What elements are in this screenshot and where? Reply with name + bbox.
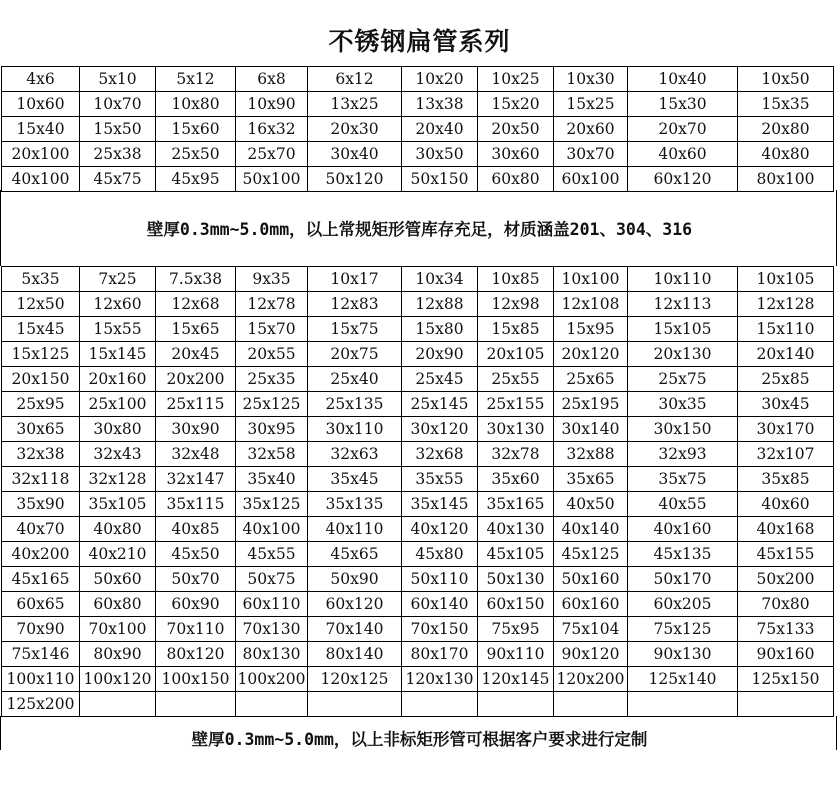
size-cell: 35x85 xyxy=(738,467,834,492)
size-cell: 25x38 xyxy=(80,142,156,167)
table-row xyxy=(2,492,834,517)
table-row xyxy=(2,367,834,392)
size-cell: 40x85 xyxy=(156,517,236,542)
size-cell: 6x12 xyxy=(308,67,402,92)
size-cell: 80x90 xyxy=(80,642,156,667)
size-cell: 15x60 xyxy=(156,117,236,142)
size-cell: 6x8 xyxy=(236,67,308,92)
size-cell: 32x43 xyxy=(80,442,156,467)
size-cell: 60x65 xyxy=(2,592,80,617)
size-cell: 50x160 xyxy=(554,567,628,592)
size-cell: 32x63 xyxy=(308,442,402,467)
size-cell: 10x60 xyxy=(2,92,80,117)
size-cell: 30x110 xyxy=(308,417,402,442)
size-cell: 32x58 xyxy=(236,442,308,467)
size-cell: 25x40 xyxy=(308,367,402,392)
size-cell: 75x125 xyxy=(628,617,738,642)
size-cell: 40x130 xyxy=(478,517,554,542)
size-cell: 12x83 xyxy=(308,292,402,317)
size-cell: 12x68 xyxy=(156,292,236,317)
size-cell: 20x140 xyxy=(738,342,834,367)
size-cell: 25x35 xyxy=(236,367,308,392)
size-cell: 7.5x38 xyxy=(156,267,236,292)
size-cell: 60x100 xyxy=(554,167,628,192)
size-cell: 100x200 xyxy=(236,667,308,692)
size-cell: 12x113 xyxy=(628,292,738,317)
size-cell: 120x125 xyxy=(308,667,402,692)
size-cell: 70x100 xyxy=(80,617,156,642)
size-cell xyxy=(402,692,478,717)
size-cell: 80x140 xyxy=(308,642,402,667)
size-cell: 30x130 xyxy=(478,417,554,442)
size-cell: 32x78 xyxy=(478,442,554,467)
size-cell: 100x150 xyxy=(156,667,236,692)
size-cell: 20x50 xyxy=(478,117,554,142)
size-cell: 80x100 xyxy=(738,167,834,192)
size-cell: 25x55 xyxy=(478,367,554,392)
size-cell: 10x90 xyxy=(236,92,308,117)
size-cell: 15x80 xyxy=(402,317,478,342)
size-cell: 10x30 xyxy=(554,67,628,92)
size-cell: 40x120 xyxy=(402,517,478,542)
size-cell: 60x80 xyxy=(80,592,156,617)
size-cell: 120x145 xyxy=(478,667,554,692)
size-cell: 25x85 xyxy=(738,367,834,392)
size-cell: 70x150 xyxy=(402,617,478,642)
size-cell: 20x30 xyxy=(308,117,402,142)
size-cell: 25x145 xyxy=(402,392,478,417)
size-cell: 50x130 xyxy=(478,567,554,592)
size-cell: 45x105 xyxy=(478,542,554,567)
size-cell: 50x60 xyxy=(80,567,156,592)
size-cell: 10x85 xyxy=(478,267,554,292)
size-cell: 30x140 xyxy=(554,417,628,442)
size-cell: 35x105 xyxy=(80,492,156,517)
size-cell: 20x90 xyxy=(402,342,478,367)
size-cell xyxy=(236,692,308,717)
size-cell: 32x48 xyxy=(156,442,236,467)
size-cell xyxy=(308,692,402,717)
size-cell: 15x25 xyxy=(554,92,628,117)
table-row xyxy=(2,592,834,617)
size-cell: 30x50 xyxy=(402,142,478,167)
size-cell: 20x150 xyxy=(2,367,80,392)
size-cell: 25x135 xyxy=(308,392,402,417)
size-cell: 45x135 xyxy=(628,542,738,567)
size-cell: 50x200 xyxy=(738,567,834,592)
size-cell: 7x25 xyxy=(80,267,156,292)
size-cell: 60x80 xyxy=(478,167,554,192)
size-cell: 90x130 xyxy=(628,642,738,667)
size-cell: 50x90 xyxy=(308,567,402,592)
size-cell: 12x50 xyxy=(2,292,80,317)
size-cell: 15x70 xyxy=(236,317,308,342)
size-cell: 10x40 xyxy=(628,67,738,92)
size-cell: 10x20 xyxy=(402,67,478,92)
size-cell: 32x128 xyxy=(80,467,156,492)
size-cell: 15x35 xyxy=(738,92,834,117)
page-title: 不锈钢扁管系列 xyxy=(328,27,511,56)
size-cell: 20x80 xyxy=(738,117,834,142)
table-row xyxy=(2,292,834,317)
size-cell: 75x104 xyxy=(554,617,628,642)
table-row xyxy=(2,617,834,642)
size-cell: 20x100 xyxy=(2,142,80,167)
size-cell xyxy=(478,692,554,717)
size-cell: 35x55 xyxy=(402,467,478,492)
table-row xyxy=(2,142,834,167)
size-cell: 25x115 xyxy=(156,392,236,417)
size-cell: 30x40 xyxy=(308,142,402,167)
size-cell: 90x110 xyxy=(478,642,554,667)
size-cell: 60x150 xyxy=(478,592,554,617)
size-cell: 45x50 xyxy=(156,542,236,567)
size-cell: 15x30 xyxy=(628,92,738,117)
size-cell: 35x40 xyxy=(236,467,308,492)
size-cell: 20x40 xyxy=(402,117,478,142)
size-cell: 10x110 xyxy=(628,267,738,292)
size-cell: 10x70 xyxy=(80,92,156,117)
size-cell: 40x160 xyxy=(628,517,738,542)
table-row xyxy=(2,117,834,142)
size-cell: 125x200 xyxy=(2,692,80,717)
size-cell: 32x118 xyxy=(2,467,80,492)
size-cell: 25x70 xyxy=(236,142,308,167)
table-row xyxy=(2,567,834,592)
size-cell: 50x70 xyxy=(156,567,236,592)
size-cell: 20x200 xyxy=(156,367,236,392)
size-cell: 4x6 xyxy=(2,67,80,92)
size-cell: 20x120 xyxy=(554,342,628,367)
size-cell: 5x12 xyxy=(156,67,236,92)
size-cell: 15x40 xyxy=(2,117,80,142)
size-cell: 25x100 xyxy=(80,392,156,417)
size-cell: 60x120 xyxy=(628,167,738,192)
size-cell: 125x150 xyxy=(738,667,834,692)
size-cell: 80x130 xyxy=(236,642,308,667)
table-row xyxy=(2,267,834,292)
size-cell: 125x140 xyxy=(628,667,738,692)
size-cell: 25x95 xyxy=(2,392,80,417)
size-cell: 20x105 xyxy=(478,342,554,367)
table-row xyxy=(2,392,834,417)
size-cell: 40x210 xyxy=(80,542,156,567)
size-cell: 30x60 xyxy=(478,142,554,167)
size-cell: 50x170 xyxy=(628,567,738,592)
size-cell: 45x80 xyxy=(402,542,478,567)
size-cell xyxy=(738,692,834,717)
size-cell: 12x128 xyxy=(738,292,834,317)
size-cell: 32x38 xyxy=(2,442,80,467)
size-cell: 40x200 xyxy=(2,542,80,567)
size-table-standard xyxy=(1,66,834,192)
size-cell: 90x160 xyxy=(738,642,834,667)
size-cell: 30x45 xyxy=(738,392,834,417)
size-cell: 16x32 xyxy=(236,117,308,142)
size-cell: 12x88 xyxy=(402,292,478,317)
size-cell: 15x110 xyxy=(738,317,834,342)
size-cell: 35x90 xyxy=(2,492,80,517)
size-cell: 12x98 xyxy=(478,292,554,317)
size-cell: 80x170 xyxy=(402,642,478,667)
table-row xyxy=(2,167,834,192)
size-cell: 40x110 xyxy=(308,517,402,542)
table-row xyxy=(2,442,834,467)
size-cell: 50x110 xyxy=(402,567,478,592)
size-cell: 32x68 xyxy=(402,442,478,467)
size-cell: 70x130 xyxy=(236,617,308,642)
table-row xyxy=(2,642,834,667)
size-cell: 15x50 xyxy=(80,117,156,142)
size-cell: 30x80 xyxy=(80,417,156,442)
size-cell: 30x120 xyxy=(402,417,478,442)
size-cell: 70x110 xyxy=(156,617,236,642)
size-cell: 25x155 xyxy=(478,392,554,417)
size-cell: 70x90 xyxy=(2,617,80,642)
size-cell: 35x115 xyxy=(156,492,236,517)
size-cell xyxy=(80,692,156,717)
size-cell: 20x45 xyxy=(156,342,236,367)
size-cell: 50x120 xyxy=(308,167,402,192)
size-cell: 40x60 xyxy=(738,492,834,517)
size-cell: 20x130 xyxy=(628,342,738,367)
size-cell: 50x75 xyxy=(236,567,308,592)
size-cell: 100x110 xyxy=(2,667,80,692)
size-cell: 25x65 xyxy=(554,367,628,392)
size-cell: 35x65 xyxy=(554,467,628,492)
size-cell: 75x95 xyxy=(478,617,554,642)
size-cell: 50x100 xyxy=(236,167,308,192)
size-cell: 40x168 xyxy=(738,517,834,542)
size-cell: 70x80 xyxy=(738,592,834,617)
size-cell: 60x140 xyxy=(402,592,478,617)
size-cell: 40x50 xyxy=(554,492,628,517)
size-cell: 10x34 xyxy=(402,267,478,292)
size-cell: 32x93 xyxy=(628,442,738,467)
size-cell: 35x165 xyxy=(478,492,554,517)
size-cell: 35x60 xyxy=(478,467,554,492)
size-cell: 45x165 xyxy=(2,567,80,592)
size-cell: 45x95 xyxy=(156,167,236,192)
size-cell: 40x60 xyxy=(628,142,738,167)
size-cell: 30x95 xyxy=(236,417,308,442)
size-cell: 60x90 xyxy=(156,592,236,617)
size-cell: 45x155 xyxy=(738,542,834,567)
size-cell: 70x140 xyxy=(308,617,402,642)
size-cell: 12x60 xyxy=(80,292,156,317)
size-cell: 40x55 xyxy=(628,492,738,517)
size-cell: 20x60 xyxy=(554,117,628,142)
size-cell: 15x20 xyxy=(478,92,554,117)
size-cell: 25x125 xyxy=(236,392,308,417)
size-cell: 5x35 xyxy=(2,267,80,292)
size-cell: 40x100 xyxy=(2,167,80,192)
size-cell: 10x100 xyxy=(554,267,628,292)
size-cell: 20x70 xyxy=(628,117,738,142)
size-cell: 60x110 xyxy=(236,592,308,617)
size-cell: 10x25 xyxy=(478,67,554,92)
size-cell: 10x80 xyxy=(156,92,236,117)
size-cell: 15x45 xyxy=(2,317,80,342)
size-cell: 40x80 xyxy=(80,517,156,542)
size-cell: 25x45 xyxy=(402,367,478,392)
size-cell: 15x65 xyxy=(156,317,236,342)
size-cell: 20x160 xyxy=(80,367,156,392)
size-cell: 10x105 xyxy=(738,267,834,292)
size-cell: 15x125 xyxy=(2,342,80,367)
table-row xyxy=(2,67,834,92)
size-cell: 13x38 xyxy=(402,92,478,117)
size-cell: 60x205 xyxy=(628,592,738,617)
size-cell xyxy=(156,692,236,717)
size-cell: 50x150 xyxy=(402,167,478,192)
size-cell: 80x120 xyxy=(156,642,236,667)
size-cell: 15x105 xyxy=(628,317,738,342)
size-cell: 30x35 xyxy=(628,392,738,417)
table-row xyxy=(2,92,834,117)
size-table-nonstandard xyxy=(1,266,834,717)
size-cell: 40x100 xyxy=(236,517,308,542)
size-cell: 13x25 xyxy=(308,92,402,117)
table-row xyxy=(2,692,834,717)
table-row xyxy=(2,417,834,442)
size-cell: 120x200 xyxy=(554,667,628,692)
size-cell: 35x135 xyxy=(308,492,402,517)
size-cell: 45x125 xyxy=(554,542,628,567)
size-cell: 40x70 xyxy=(2,517,80,542)
size-cell: 45x55 xyxy=(236,542,308,567)
size-cell: 60x120 xyxy=(308,592,402,617)
size-cell: 35x145 xyxy=(402,492,478,517)
size-cell: 40x80 xyxy=(738,142,834,167)
size-cell: 30x70 xyxy=(554,142,628,167)
custom-note: 壁厚0.3mm~5.0mm，以上非标矩形管可根据客户要求进行定制 xyxy=(191,730,648,749)
size-cell: 12x78 xyxy=(236,292,308,317)
stock-note: 壁厚0.3mm~5.0mm，以上常规矩形管库存充足，材质涵盖201、304、316 xyxy=(146,220,693,239)
table-row xyxy=(2,542,834,567)
size-cell: 25x50 xyxy=(156,142,236,167)
size-cell: 75x133 xyxy=(738,617,834,642)
size-cell: 32x88 xyxy=(554,442,628,467)
size-cell: 15x75 xyxy=(308,317,402,342)
size-cell: 30x170 xyxy=(738,417,834,442)
size-cell: 9x35 xyxy=(236,267,308,292)
size-cell: 35x75 xyxy=(628,467,738,492)
size-cell: 5x10 xyxy=(80,67,156,92)
size-cell: 120x130 xyxy=(402,667,478,692)
table-row xyxy=(2,342,834,367)
size-cell xyxy=(628,692,738,717)
table-row xyxy=(2,317,834,342)
size-cell: 40x140 xyxy=(554,517,628,542)
size-cell xyxy=(554,692,628,717)
size-cell: 45x65 xyxy=(308,542,402,567)
size-cell: 32x107 xyxy=(738,442,834,467)
size-cell: 30x90 xyxy=(156,417,236,442)
size-cell: 12x108 xyxy=(554,292,628,317)
size-cell: 15x55 xyxy=(80,317,156,342)
size-cell: 20x75 xyxy=(308,342,402,367)
size-cell: 10x17 xyxy=(308,267,402,292)
size-cell: 15x95 xyxy=(554,317,628,342)
size-cell: 15x85 xyxy=(478,317,554,342)
size-cell: 35x45 xyxy=(308,467,402,492)
table-row xyxy=(2,467,834,492)
size-cell: 90x120 xyxy=(554,642,628,667)
table-row xyxy=(2,667,834,692)
size-cell: 35x125 xyxy=(236,492,308,517)
size-cell: 45x75 xyxy=(80,167,156,192)
size-cell: 30x65 xyxy=(2,417,80,442)
size-cell: 30x150 xyxy=(628,417,738,442)
size-cell: 15x145 xyxy=(80,342,156,367)
size-cell: 60x160 xyxy=(554,592,628,617)
size-cell: 10x50 xyxy=(738,67,834,92)
size-cell: 75x146 xyxy=(2,642,80,667)
size-cell: 20x55 xyxy=(236,342,308,367)
size-cell: 25x195 xyxy=(554,392,628,417)
size-cell: 25x75 xyxy=(628,367,738,392)
table-row xyxy=(2,517,834,542)
size-cell: 100x120 xyxy=(80,667,156,692)
size-cell: 32x147 xyxy=(156,467,236,492)
